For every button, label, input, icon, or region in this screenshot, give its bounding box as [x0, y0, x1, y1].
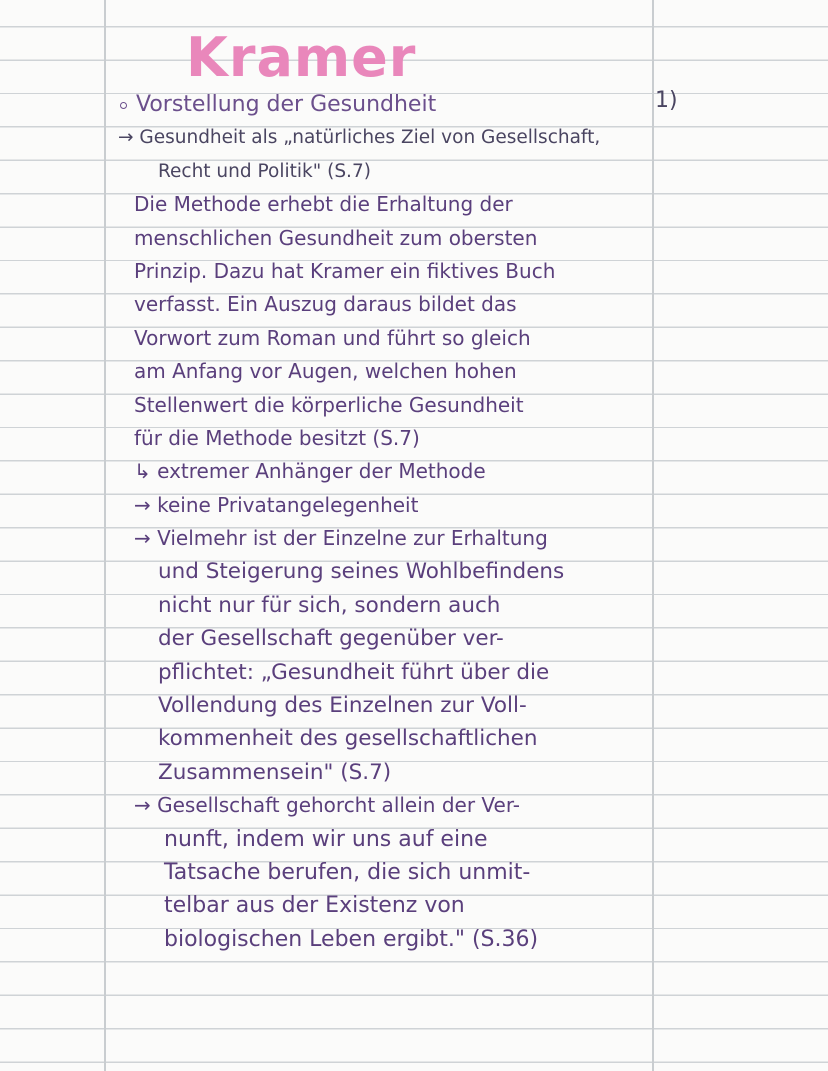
note-line: der Gesellschaft gegenüber ver-: [158, 626, 504, 652]
note-line: Recht und Politik" (S.7): [158, 160, 371, 182]
note-line: Vollendung des Einzelnen zur Voll-: [158, 693, 527, 719]
handwritten-notes: [118, 88, 658, 956]
note-line: nunft, indem wir uns auf eine: [164, 826, 488, 852]
note-line: kommenheit des gesellschaftlichen: [158, 726, 538, 752]
page-title: Kramer: [186, 26, 417, 89]
page-number: 1): [655, 88, 678, 113]
note-line: am Anfang vor Augen, welchen hohen: [134, 359, 517, 384]
note-line: [118, 88, 658, 121]
note-line: → keine Privatangelegenheit: [134, 492, 419, 517]
note-line: nicht nur für sich, sondern auch: [158, 592, 501, 618]
bullet-icon: [120, 102, 127, 109]
note-line: pflichtet: „Gesundheit führt über die: [158, 659, 550, 685]
note-line: → Gesundheit als „natürliches Ziel von Gesellschaft,: [118, 127, 601, 149]
note-line: Die Methode erhebt die Erhaltung der: [134, 192, 513, 217]
note-line: → Gesellschaft gehorcht allein der Ver-: [134, 793, 520, 818]
note-line: biologischen Leben ergibt." (S.36): [164, 926, 539, 952]
note-line: Tatsache berufen, die sich unmit-: [164, 859, 531, 885]
note-line: ↳ extremer Anhänger der Methode: [134, 459, 486, 484]
note-line: Vorwort zum Roman und führt so gleich: [134, 325, 531, 350]
note-text: Vorstellung der Gesundheit: [136, 92, 437, 117]
note-line: menschlichen Gesundheit zum obersten: [134, 225, 538, 250]
note-line: Prinzip. Dazu hat Kramer ein fiktives Buch: [134, 258, 556, 283]
note-line: telbar aus der Existenz von: [164, 893, 465, 919]
left-margin-line: [104, 0, 106, 1071]
note-line: und Steigerung seines Wohlbefindens: [158, 559, 565, 585]
note-line: für die Methode besitzt (S.7): [134, 425, 420, 450]
note-line: Zusammensein" (S.7): [158, 759, 392, 785]
note-line: → Vielmehr ist der Einzelne zur Erhaltung: [134, 526, 548, 551]
note-line: verfasst. Ein Auszug daraus bildet das: [134, 292, 517, 317]
note-line: Stellenwert die körperliche Gesundheit: [134, 392, 524, 417]
